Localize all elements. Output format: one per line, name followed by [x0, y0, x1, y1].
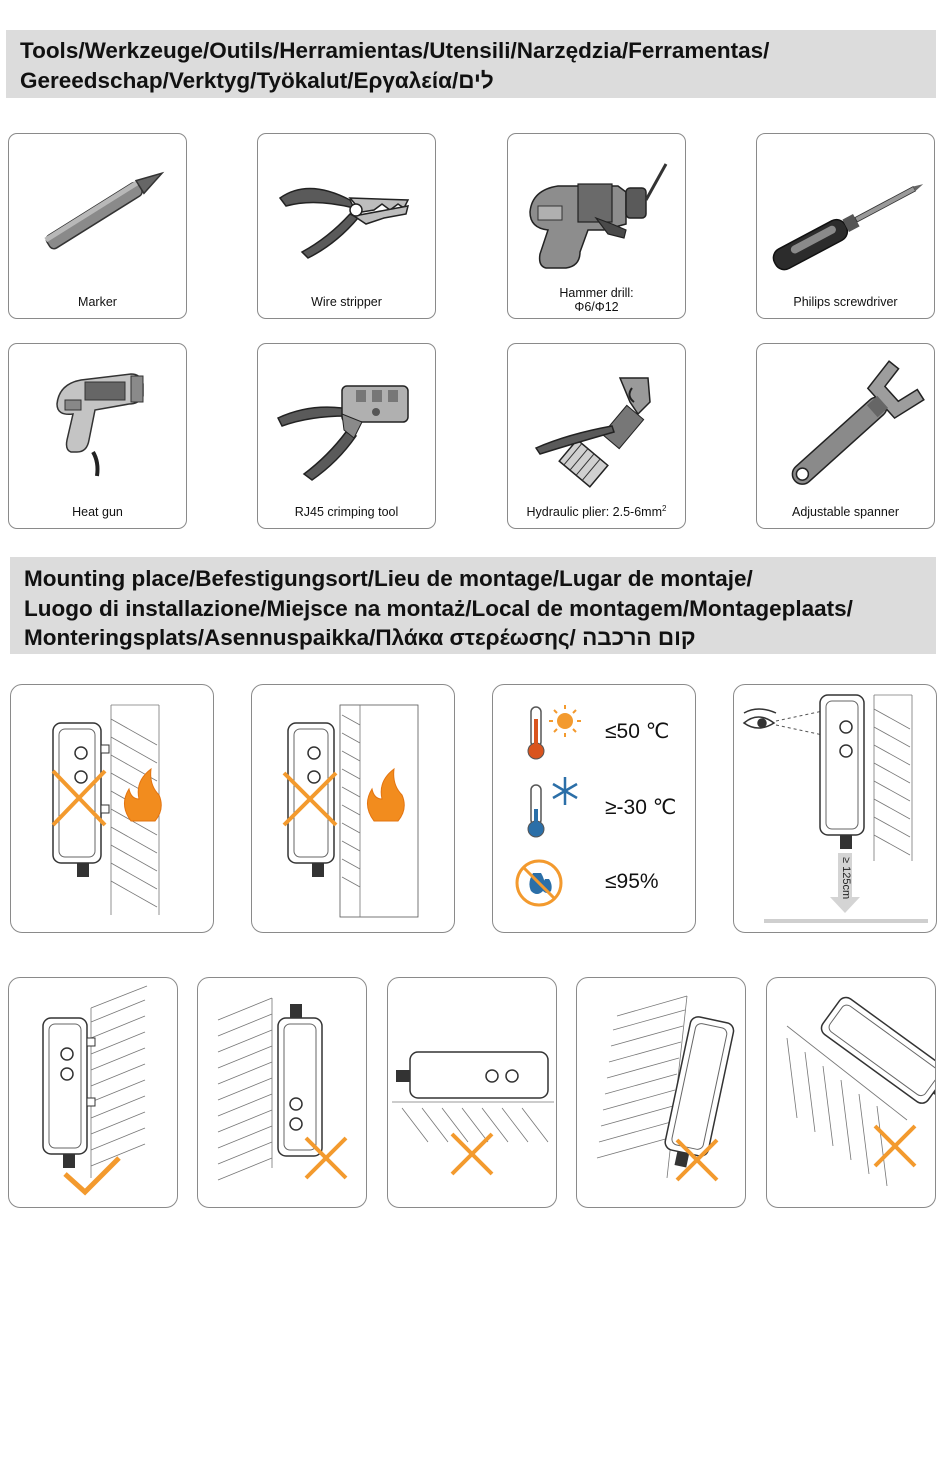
hammer-drill-icon	[508, 134, 686, 284]
tool-label: Wire stripper	[311, 295, 382, 309]
cross-icon	[452, 1134, 492, 1174]
screwdriver-icon	[757, 134, 935, 294]
cross-icon	[306, 1138, 346, 1178]
eye-icon	[744, 709, 776, 728]
tool-card-screwdriver	[756, 133, 935, 319]
tool-card-crimping-tool	[257, 343, 436, 529]
hydraulic-plier-icon	[508, 344, 686, 504]
wall	[91, 986, 147, 1178]
tool-label-line-2: Φ6/Φ12	[574, 300, 619, 314]
mounting-title-line-3: Monteringsplats/Asennuspaikka/Πλάκα στερέωσης/ קום הרכבה	[24, 625, 696, 650]
tool-card-hydraulic-plier	[507, 343, 686, 529]
tool-card-heat-gun	[8, 343, 187, 529]
tool-label-main: Hydraulic plier: 2.5-6mm	[526, 505, 662, 519]
thermometer-hot-icon	[528, 707, 544, 759]
panel-environment-conditions	[492, 684, 696, 933]
sun-icon	[549, 705, 581, 737]
panel-no-heat-source	[251, 684, 455, 933]
tool-card-wire-stripper	[257, 133, 436, 319]
tool-label: Philips screwdriver	[793, 295, 898, 309]
mounting-section-header	[10, 557, 936, 654]
charger-upside-down	[278, 1004, 322, 1156]
wall	[218, 998, 272, 1180]
tool-label	[508, 502, 685, 519]
mounting-title-line-1: Mounting place/Befestigungsort/Lieu de montage/Lugar de montaje/	[24, 566, 753, 591]
charger-side-view	[820, 695, 864, 849]
spanner-icon	[757, 344, 935, 504]
tool-label-line-1: Hammer drill:	[559, 286, 634, 300]
tools-section-header	[6, 30, 936, 98]
charger-horizontal	[396, 1052, 548, 1098]
max-temperature: ≤50 ℃	[605, 720, 670, 743]
panel-no-flammable-wall	[10, 684, 214, 933]
wall	[874, 695, 912, 861]
flame-icon	[367, 769, 404, 821]
tools-title-line-2: Gereedschap/Verktyg/Työkalut/Εργαλεία/לים	[20, 68, 494, 93]
charger-side-view	[43, 1018, 95, 1168]
tool-label: Heat gun	[72, 505, 123, 519]
clearance-label: ≥ 125cm	[840, 857, 852, 900]
panel-mounting-height	[733, 684, 937, 933]
cross-icon	[875, 1126, 915, 1166]
tool-label: RJ45 crimping tool	[294, 505, 399, 519]
tool-label: Adjustable spanner	[791, 505, 900, 519]
tool-label: Marker	[78, 295, 117, 309]
tool-card-marker	[8, 133, 187, 319]
crimping-tool-icon	[258, 344, 436, 504]
panel-horizontal-wrong	[387, 977, 557, 1208]
no-water-icon	[517, 861, 561, 905]
panel-tilted-backward-wrong	[766, 977, 936, 1208]
charger-tilted	[661, 1015, 735, 1171]
mounting-title-line-2: Luogo di installazione/Miejsce na montaż/Local de montagem/Montageplaats/	[24, 595, 853, 621]
tool-label-superscript: 2	[662, 503, 667, 513]
tool-card-hammer-drill	[507, 133, 686, 319]
floor	[392, 1102, 554, 1142]
panel-vertical-correct	[8, 977, 178, 1208]
panel-upside-down-wrong	[197, 977, 367, 1208]
heat-gun-icon	[9, 344, 187, 504]
max-humidity: ≤95%	[605, 870, 659, 893]
marker-icon	[9, 134, 187, 294]
wire-stripper-icon	[258, 134, 436, 294]
snowflake-icon	[553, 777, 577, 805]
flame-icon	[124, 769, 161, 821]
tool-card-spanner	[756, 343, 935, 529]
tools-title-line-1: Tools/Werkzeuge/Outils/Herramientas/Utensili/Narzędzia/Ferramentas/	[20, 38, 770, 63]
panel-tilted-forward-wrong	[576, 977, 746, 1208]
thermometer-cold-icon	[528, 785, 544, 837]
tool-label	[508, 286, 685, 314]
min-temperature: ≥-30 ℃	[605, 796, 677, 819]
